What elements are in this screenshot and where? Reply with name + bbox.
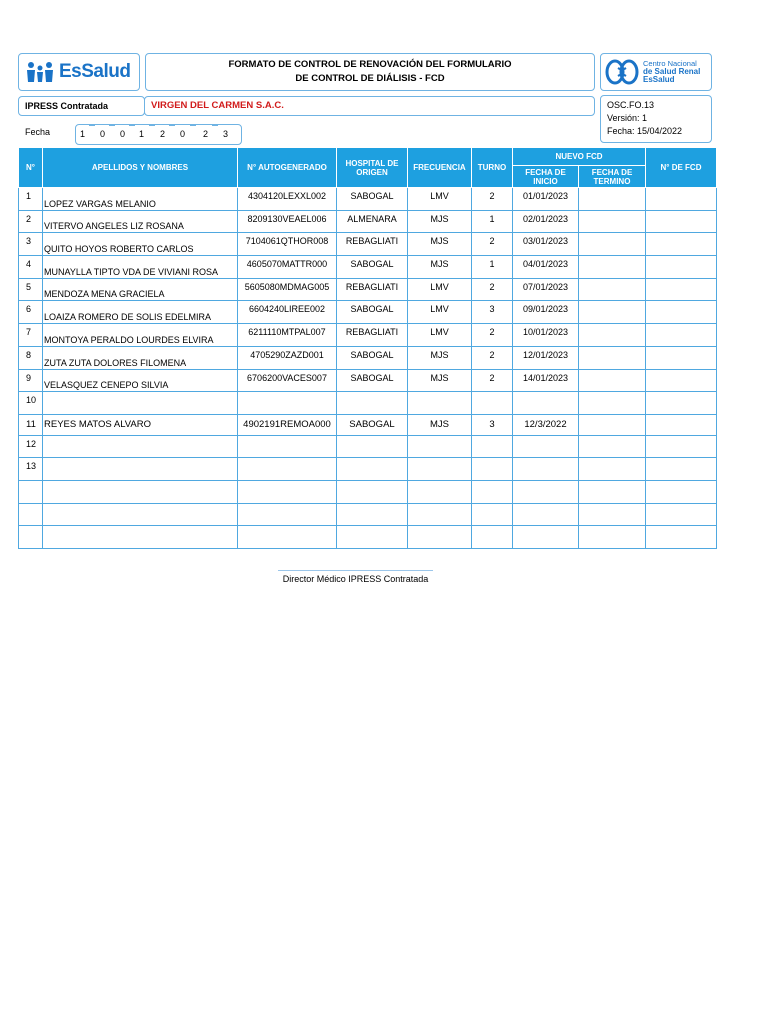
table-row: [19, 414, 717, 435]
cell-fecha-termino: [579, 458, 646, 481]
cell-num: 13: [19, 458, 43, 481]
cell-turno: [472, 526, 513, 549]
cell-fecha-termino: [579, 188, 646, 211]
cell-nfcd: [646, 392, 717, 415]
table-row: [19, 324, 717, 347]
cell-frequency: [408, 435, 472, 458]
cell-nfcd: [646, 278, 717, 301]
logo-right-line-3: EsSalud: [643, 75, 675, 84]
cell-num: 10: [19, 392, 43, 415]
cell-nfcd: [646, 324, 717, 347]
cnsr-logo: [600, 53, 712, 91]
cell-autogenerado: 6211110MTPAL007: [238, 324, 337, 347]
cell-autogenerado: [238, 392, 337, 415]
table-row: [19, 233, 717, 256]
fecha-digit: 3: [223, 129, 229, 139]
cell-fecha-inicio: 09/01/2023: [513, 301, 579, 324]
col-header-inicio: FECHA DE INICIO: [513, 166, 579, 188]
cell-num: 2: [19, 210, 43, 233]
cell-nfcd: [646, 503, 717, 526]
cell-fecha-termino: [579, 392, 646, 415]
cell-fecha-termino: [579, 324, 646, 347]
cell-autogenerado: 4605070MATTR000: [238, 256, 337, 279]
cell-frequency: [408, 458, 472, 481]
cell-hospital: REBAGLIATI: [337, 233, 408, 256]
cell-fecha-termino: [579, 414, 646, 435]
cell-fecha-inicio: 04/01/2023: [513, 256, 579, 279]
document-title: [145, 53, 595, 91]
cell-name: MONTOYA PERALDO LOURDES ELVIRA: [43, 324, 238, 347]
cell-autogenerado: 7104061QTHOR008: [238, 233, 337, 256]
cell-turno: [472, 480, 513, 503]
cell-autogenerado: 4902191REMOA000: [238, 414, 337, 435]
cell-fecha-inicio: 01/01/2023: [513, 188, 579, 211]
cell-hospital: SABOGAL: [337, 188, 408, 211]
logo-right-line-1: Centro Nacional: [643, 59, 697, 68]
cell-turno: [472, 435, 513, 458]
cell-nfcd: [646, 526, 717, 549]
cell-fecha-inicio: 02/01/2023: [513, 210, 579, 233]
cell-nfcd: [646, 210, 717, 233]
cell-turno: 1: [472, 210, 513, 233]
cell-autogenerado: 6604240LIREE002: [238, 301, 337, 324]
cell-hospital: [337, 458, 408, 481]
cell-name: VELASQUEZ CENEPO SILVIA: [43, 369, 238, 392]
cell-fecha-termino: [579, 435, 646, 458]
cell-frequency: MJS: [408, 233, 472, 256]
cell-num: 11: [19, 414, 43, 435]
table-row: [19, 346, 717, 369]
cell-name: VITERVO ANGELES LIZ ROSANA: [43, 210, 238, 233]
title-line-1: FORMATO DE CONTROL DE RENOVACIÓN DEL FORMULARIO: [228, 59, 512, 70]
cell-fecha-termino: [579, 210, 646, 233]
fecha-digit: 1: [80, 129, 86, 139]
cell-fecha-inicio: 12/01/2023: [513, 346, 579, 369]
cell-autogenerado: 4705290ZAZD001: [238, 346, 337, 369]
cell-name: [43, 435, 238, 458]
cell-nfcd: [646, 369, 717, 392]
cell-frequency: [408, 503, 472, 526]
fecha-label: Fecha: [25, 127, 51, 137]
cell-hospital: SABOGAL: [337, 369, 408, 392]
kidney-icon: [605, 58, 639, 86]
cell-num: 1: [19, 188, 43, 211]
table-row: [19, 301, 717, 324]
document-date: Fecha: 15/04/2022: [607, 126, 683, 136]
table-row: [19, 369, 717, 392]
fecha-digit: 2: [160, 129, 166, 139]
cell-name: [43, 526, 238, 549]
cell-hospital: SABOGAL: [337, 414, 408, 435]
cell-fecha-termino: [579, 233, 646, 256]
essalud-logo: [18, 53, 140, 91]
cell-frequency: [408, 392, 472, 415]
logo-text: EsSalud: [59, 61, 131, 82]
cell-fecha-inicio: [513, 435, 579, 458]
fecha-digit: 0: [120, 129, 126, 139]
cell-autogenerado: 6706200VACES007: [238, 369, 337, 392]
cell-nfcd: [646, 233, 717, 256]
fecha-digit: 0: [180, 129, 186, 139]
cell-name: [43, 392, 238, 415]
cell-name: [43, 503, 238, 526]
cell-name: REYES MATOS ALVARO: [43, 414, 238, 435]
col-header-termino: FECHA DE TERMINO: [579, 166, 646, 188]
cell-frequency: LMV: [408, 301, 472, 324]
document-version: Versión: 1: [607, 113, 648, 123]
cell-nfcd: [646, 346, 717, 369]
cell-hospital: [337, 526, 408, 549]
cell-num: [19, 526, 43, 549]
ipress-value: VIRGEN DEL CARMEN S.A.C.: [144, 96, 595, 116]
cell-name: LOPEZ VARGAS MELANIO: [43, 188, 238, 211]
cell-turno: 3: [472, 301, 513, 324]
cell-fecha-termino: [579, 526, 646, 549]
cell-num: 5: [19, 278, 43, 301]
cell-name: QUITO HOYOS ROBERTO CARLOS: [43, 233, 238, 256]
cell-fecha-inicio: 14/01/2023: [513, 369, 579, 392]
col-header-frequency: FRECUENCIA: [408, 148, 472, 188]
cell-fecha-inicio: 03/01/2023: [513, 233, 579, 256]
cell-hospital: [337, 435, 408, 458]
cell-num: 3: [19, 233, 43, 256]
cell-hospital: [337, 480, 408, 503]
cell-frequency: MJS: [408, 346, 472, 369]
cell-name: [43, 480, 238, 503]
cell-name: MUNAYLLA TIPTO VDA DE VIVIANI ROSA: [43, 256, 238, 279]
cell-hospital: REBAGLIATI: [337, 324, 408, 347]
document-code: OSC.FO.13: [607, 100, 655, 110]
cell-frequency: MJS: [408, 414, 472, 435]
cell-frequency: MJS: [408, 256, 472, 279]
ipress-label: IPRESS Contratada: [18, 96, 145, 116]
cell-frequency: LMV: [408, 324, 472, 347]
cell-num: 4: [19, 256, 43, 279]
col-header-num: N°: [19, 148, 43, 188]
cell-hospital: [337, 392, 408, 415]
cell-hospital: [337, 503, 408, 526]
cell-autogenerado: [238, 526, 337, 549]
cell-autogenerado: 4304120LEXXL002: [238, 188, 337, 211]
cell-turno: 1: [472, 256, 513, 279]
cell-turno: 2: [472, 369, 513, 392]
cell-frequency: [408, 526, 472, 549]
table-row: [19, 210, 717, 233]
cell-fecha-termino: [579, 256, 646, 279]
cell-frequency: LMV: [408, 188, 472, 211]
cell-fecha-termino: [579, 503, 646, 526]
fecha-digit: 0: [100, 129, 106, 139]
cell-name: MENDOZA MENA GRACIELA: [43, 278, 238, 301]
cell-fecha-termino: [579, 346, 646, 369]
cell-turno: 2: [472, 324, 513, 347]
cell-fecha-inicio: 07/01/2023: [513, 278, 579, 301]
fecha-digit: 2: [203, 129, 209, 139]
col-header-nfcd: N° DE FCD: [646, 148, 717, 188]
cell-fecha-termino: [579, 301, 646, 324]
cell-name: ZUTA ZUTA DOLORES FILOMENA: [43, 346, 238, 369]
cell-fecha-inicio: [513, 503, 579, 526]
fecha-digit: 1: [139, 129, 145, 139]
cell-frequency: MJS: [408, 210, 472, 233]
cell-hospital: REBAGLIATI: [337, 278, 408, 301]
cell-turno: 3: [472, 414, 513, 435]
table-row: [19, 188, 717, 211]
cell-turno: 2: [472, 233, 513, 256]
cell-turno: 2: [472, 188, 513, 211]
cell-turno: [472, 458, 513, 481]
logo-right-line-2: de Salud Renal: [643, 67, 701, 76]
table-row: [19, 458, 717, 481]
table-row: [19, 526, 717, 549]
col-header-name: APELLIDOS Y NOMBRES: [43, 148, 238, 188]
family-icon: [25, 61, 55, 83]
cell-num: [19, 480, 43, 503]
table-row: [19, 480, 717, 503]
col-header-auto: N° AUTOGENERADO: [238, 148, 337, 188]
cell-nfcd: [646, 414, 717, 435]
cell-autogenerado: [238, 480, 337, 503]
table-row: [19, 256, 717, 279]
col-header-turno: TURNO: [472, 148, 513, 188]
cell-fecha-inicio: [513, 458, 579, 481]
cell-nfcd: [646, 435, 717, 458]
cell-num: 7: [19, 324, 43, 347]
cell-num: 12: [19, 435, 43, 458]
cell-nfcd: [646, 301, 717, 324]
table-row: [19, 278, 717, 301]
table-row: [19, 435, 717, 458]
table-row: [19, 503, 717, 526]
cell-fecha-inicio: 10/01/2023: [513, 324, 579, 347]
cell-frequency: MJS: [408, 369, 472, 392]
cell-nfcd: [646, 256, 717, 279]
cell-num: [19, 503, 43, 526]
cell-fecha-termino: [579, 369, 646, 392]
cell-hospital: ALMENARA: [337, 210, 408, 233]
cell-nfcd: [646, 188, 717, 211]
cell-turno: [472, 503, 513, 526]
signature-label: Director Médico IPRESS Contratada: [282, 574, 429, 584]
cell-frequency: LMV: [408, 278, 472, 301]
cell-hospital: SABOGAL: [337, 346, 408, 369]
signature-line: [278, 570, 433, 571]
cell-fecha-inicio: 12/3/2022: [513, 414, 579, 435]
title-line-2: DE CONTROL DE DIÁLISIS - FCD: [295, 73, 445, 84]
cell-fecha-inicio: [513, 392, 579, 415]
cell-num: 8: [19, 346, 43, 369]
table-row: [19, 392, 717, 415]
cell-autogenerado: [238, 503, 337, 526]
cell-hospital: SABOGAL: [337, 256, 408, 279]
cell-name: [43, 458, 238, 481]
cell-num: 6: [19, 301, 43, 324]
document-info: [600, 95, 712, 143]
cell-autogenerado: [238, 458, 337, 481]
cell-name: LOAIZA ROMERO DE SOLIS EDELMIRA: [43, 301, 238, 324]
patients-table: [18, 147, 717, 549]
cell-fecha-termino: [579, 480, 646, 503]
cell-frequency: [408, 480, 472, 503]
cell-turno: 2: [472, 346, 513, 369]
col-header-nuevo-fcd: NUEVO FCD: [513, 148, 646, 166]
cell-autogenerado: 8209130VEAEL006: [238, 210, 337, 233]
cell-turno: 2: [472, 278, 513, 301]
cell-fecha-termino: [579, 278, 646, 301]
cell-turno: [472, 392, 513, 415]
cell-fecha-inicio: [513, 480, 579, 503]
cell-autogenerado: [238, 435, 337, 458]
col-header-hospital: HOSPITAL DE ORIGEN: [337, 148, 408, 188]
cell-nfcd: [646, 458, 717, 481]
cell-autogenerado: 5605080MDMAG005: [238, 278, 337, 301]
cell-hospital: SABOGAL: [337, 301, 408, 324]
cell-nfcd: [646, 480, 717, 503]
fecha-digits: [75, 124, 242, 145]
cell-fecha-inicio: [513, 526, 579, 549]
cell-num: 9: [19, 369, 43, 392]
